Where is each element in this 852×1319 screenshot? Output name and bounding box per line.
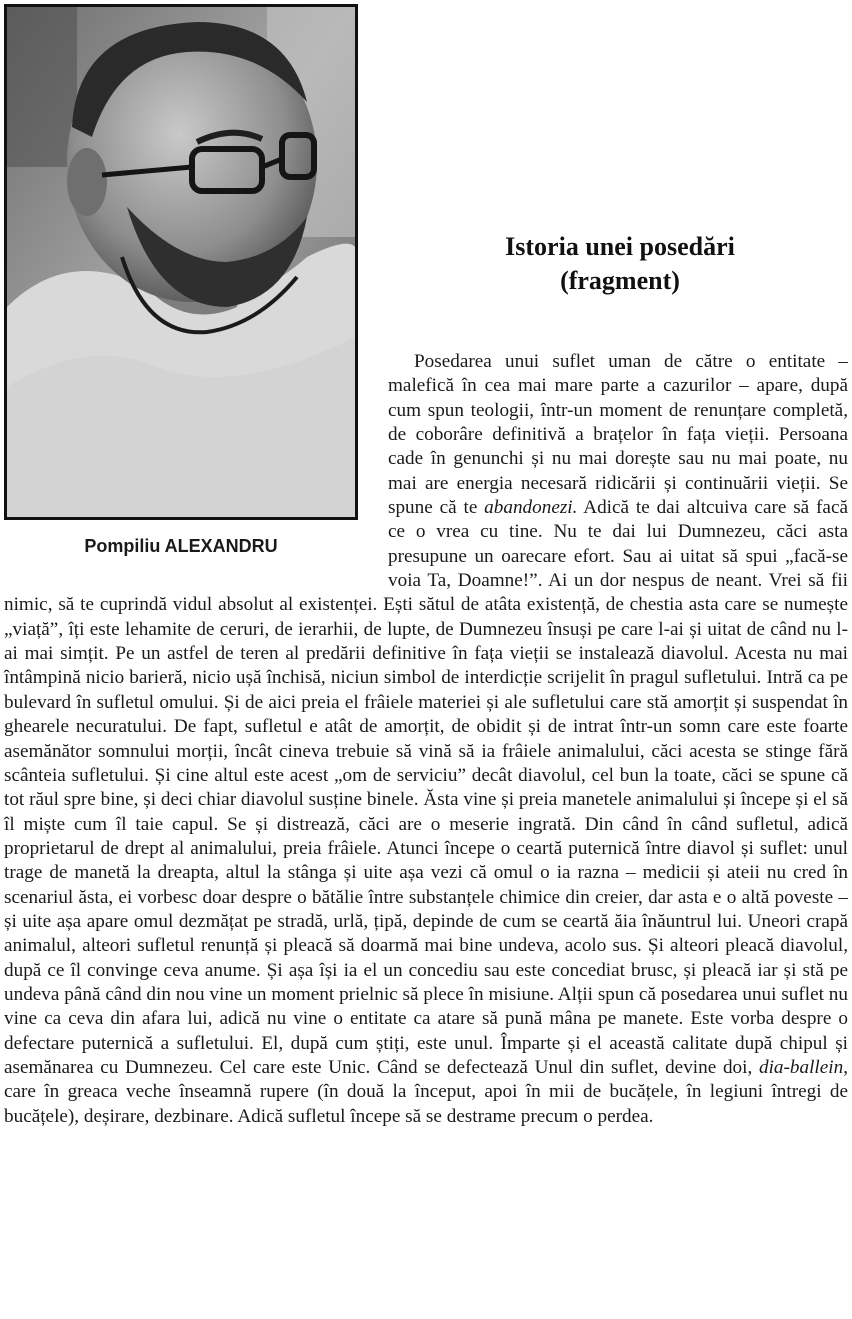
title-main: Istoria unei posedări [505, 232, 735, 261]
article-body [4, 350, 848, 1129]
body-text-end: , care în greaca veche înseamnă rupere (în două la început, apoi în mii de bucățele, în legiuni întregi de bucățele), deșirare, dezbinare. Adică sufletul începe să se destrame precum o perdea. [4, 1056, 848, 1127]
photo-wrap-spacer [4, 350, 388, 570]
body-italic-dia-ballein: dia-ballein [759, 1056, 844, 1078]
author-caption: Pompiliu ALEXANDRU [84, 536, 278, 556]
title-subtitle: (fragment) [560, 266, 680, 295]
body-text-main: Adică te dai altcuiva care să facă ce o vrea cu tine. Nu te dai lui Dumnezeu, căci asta presupune un oarecare efort. Sau ai uitat să spui „facă-se voia Ta, Doamne!”. Ai un dor nespus de neant. Vrei să fii nimic, să te cuprindă vidul absolut al existenței. Ești sătul de atâta existență, de chestia asta care se numește „viață”, îți este lehamite de ceruri, de ierarhii, de lupte, de Dumnezeu însuși pe care l-ai și uitat de când nu l-ai mai simțit. Pe un astfel de teren al predării definitive în fața vieții se instalează diavolul. Acesta nu mai întâmpină nicio barieră, nicio ușă închisă, niciun simbol de interdicție scrijelit în pragul sufletului. Intră ca pe bulevard în sufletul omului. Și de aici preia el frâiele materiei și ale sufletului care stă amorțit și suspendat în ghearele necuratului. De fapt, sufletul e atât de amorțit, de obidit și de intrat într-un somn care este foarte asemănător somnului morții, încât cineva trebuie să vină să ia frâiele animalului, căci acesta se stinge fără scânteia sufletului. Și cine altul este acest „om de serviciu” decât diavolul, cel bun la toate, căci se spune că tot răul spre bine, și deci chiar diavolul susține binele. Ăsta vine și preia manetele animalului și începe și el să îl miște cum îl taie capul. Se și distrează, căci are o meserie ingrată. Din când în când sufletul, adică proprietarul de drept al animalului, preia frâiele. Atunci începe o ceartă puternică între diavol și suflet: unul trage de manetă la dreapta, altul la stânga și uite așa vezi că omul o ia razna – medicii și ateii nu cred în scenariul ăsta, ei vorbesc doar despre o bătălie între substanțele chimice din creier, dar asta e o altă poveste – și uite așa apare omul dezmățat pe stradă, urlă, țipă, depinde de cum se ceartă ăia înăuntrul lui. Uneori crapă animalul, alteori sufletul renunță și pleacă să doarmă mai bine undeva, acolo sus. Și alteori pleacă diavolul, după ce îl convinge ceva anume. Și așa își ia el un concediu sau este concediat brusc, și pleacă iar și stă pe undeva până când din nou vine un moment prielnic să plece în misiune. Alții spun că posedarea unui suflet nu vine ca ceva din afara lui, adică nu vine o entitate ca atare să pună mâna pe manete. Este vorba despre o defectare puternică a sufletului. El, după cum știți, este unul. Împarte și el această calitate după chipul și asemănarea cu Dumnezeu. Cel care este Unic. Când se defectează Unul din suflet, devine doi, [4, 497, 848, 1078]
body-text-intro: Posedarea unui suflet uman de către o entitate – malefică în cea mai mare parte a cazurilor – apare, după cum spun teologii, într-un moment de renunțare completă, de coborâre definitivă a brațelor în fața vieții. Persoana cade în genunchi și nu mai dorește sau nu mai poate, nu mai are energia necesară ridicării și continuării vieții. Se spune că te [388, 351, 848, 519]
article-title [440, 230, 800, 298]
body-italic-abandonezi: abandonezi. [484, 497, 578, 519]
